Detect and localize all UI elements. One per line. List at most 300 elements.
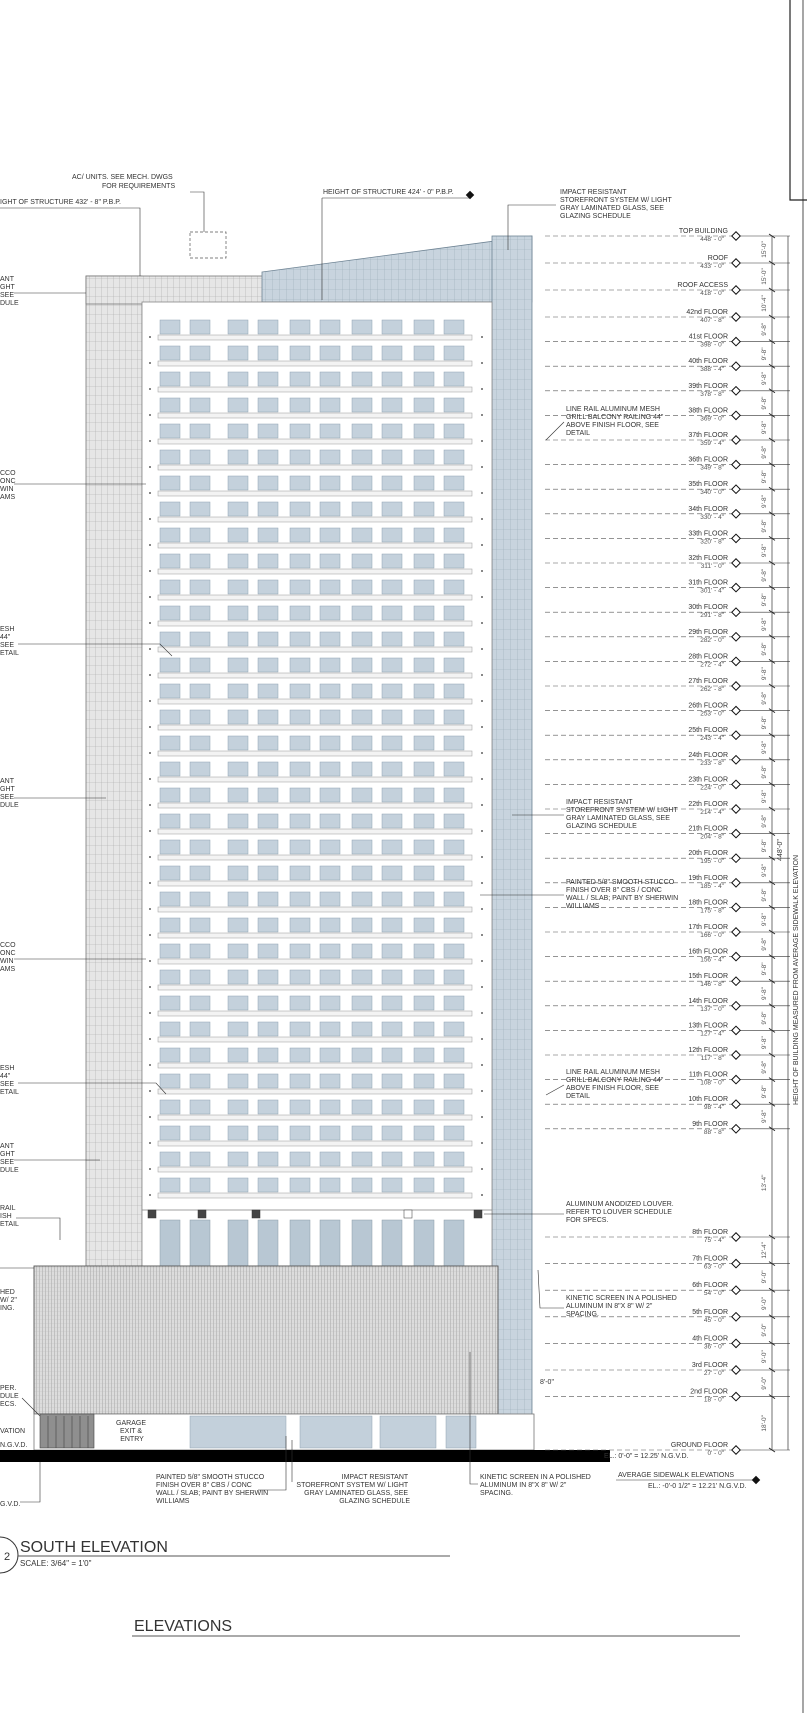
window: [290, 996, 310, 1010]
lower-window: [352, 1220, 372, 1266]
window: [320, 944, 340, 958]
level-dimension: 18'-0": [761, 1415, 768, 1432]
level-dimension: 9'-8": [761, 470, 768, 484]
window: [228, 762, 248, 776]
window: [228, 424, 248, 438]
window: [352, 1126, 372, 1140]
level-elevation: 204' - 8": [700, 833, 724, 841]
slab-dot: [481, 492, 483, 494]
slab-dot: [149, 336, 151, 338]
level-name: 4th FLOOR: [692, 1335, 728, 1343]
lower-window: [414, 1220, 434, 1266]
level-marker: [732, 928, 740, 936]
level-name: 9th FLOOR: [692, 1120, 728, 1128]
slab-dot: [149, 1116, 151, 1118]
level-marker: [732, 1259, 740, 1267]
window: [190, 736, 210, 750]
window: [414, 866, 434, 880]
window: [160, 372, 180, 386]
balcony-rail: [158, 985, 472, 990]
window: [320, 1126, 340, 1140]
level-marker: [732, 1286, 740, 1294]
note-impact-top: IMPACT RESISTANT STOREFRONT SYSTEM W/ LIGHT GRAY LAMINATED GLASS, SEE GLAZING SCHEDULE: [560, 189, 672, 220]
level-elevation: 359' - 4": [700, 440, 724, 447]
slab-dot: [149, 544, 151, 546]
window: [160, 866, 180, 880]
slab-dot: [481, 1012, 483, 1014]
slab-dot: [481, 440, 483, 442]
window: [382, 814, 402, 828]
slab-dot: [149, 570, 151, 572]
level-19: [545, 703, 790, 730]
window: [320, 1100, 340, 1114]
level-20: [545, 727, 790, 754]
slab-dot: [149, 934, 151, 936]
louver: [198, 1210, 206, 1218]
level-elevation: 108' - 0": [700, 1079, 724, 1087]
level-elevation: 224' - 0": [700, 784, 724, 792]
level-marker: [732, 1125, 740, 1133]
window: [228, 606, 248, 620]
level-elevation: 156' - 4": [700, 956, 724, 964]
balcony-rail: [158, 1167, 472, 1172]
balcony-rail: [158, 673, 472, 678]
window: [382, 424, 402, 438]
note-left-2: CCO ONC WIN AMS: [0, 470, 16, 501]
balcony-rail: [158, 335, 472, 340]
storefront-glazing: [300, 1416, 372, 1448]
level-dimension: 9'-8": [761, 790, 768, 804]
louver: [252, 1210, 260, 1218]
slab-dot: [481, 1090, 483, 1092]
level-elevation: 301' - 4": [700, 587, 724, 595]
slab-dot: [481, 1194, 483, 1196]
window: [444, 1100, 464, 1114]
level-name: 27th FLOOR: [688, 678, 728, 685]
window: [258, 1178, 278, 1192]
level-marker: [732, 1100, 740, 1108]
balcony-rail: [158, 855, 472, 860]
level-dimension: 10'-4": [761, 295, 768, 312]
window: [228, 1074, 248, 1088]
window: [228, 450, 248, 464]
window: [414, 1074, 434, 1088]
slab-dot: [481, 362, 483, 364]
view-scale: SCALE: 3/64" = 1'0": [20, 1559, 92, 1568]
window: [160, 1022, 180, 1036]
level-elevation: 185' - 4": [700, 882, 724, 890]
slab-dot: [481, 648, 483, 650]
window: [160, 710, 180, 724]
level-marker: [732, 879, 740, 887]
window: [320, 788, 340, 802]
slab-dot: [481, 908, 483, 910]
level-42: [545, 1362, 790, 1390]
window: [258, 346, 278, 360]
window: [444, 580, 464, 594]
window: [382, 944, 402, 958]
window: [414, 476, 434, 490]
storefront-glazing: [190, 1416, 286, 1448]
window: [160, 944, 180, 958]
window: [382, 918, 402, 932]
level-marker: [732, 387, 740, 395]
window: [290, 970, 310, 984]
level-marker: [732, 706, 740, 714]
level-marker: [732, 1366, 740, 1374]
level-elevation: 320' - 8": [700, 538, 724, 546]
window: [414, 736, 434, 750]
window: [382, 606, 402, 620]
view-number: 2: [4, 1551, 11, 1563]
level-name: 14th FLOOR: [688, 997, 728, 1005]
note-left-5: CCO ONC WIN AMS: [0, 942, 16, 973]
slab-dot: [149, 1142, 151, 1144]
window: [444, 528, 464, 542]
slab-dot: [481, 700, 483, 702]
window: [190, 1022, 210, 1036]
window: [320, 736, 340, 750]
level-21: [545, 752, 790, 779]
left-tower-grid: [86, 276, 142, 1266]
level-marker: [732, 337, 740, 345]
window: [290, 762, 310, 776]
window: [228, 736, 248, 750]
slab-dot: [481, 414, 483, 416]
level-dimension: 9'-0": [761, 1270, 768, 1284]
level-elevation: 146' - 8": [700, 981, 724, 989]
window: [160, 970, 180, 984]
window: [444, 320, 464, 334]
window: [320, 320, 340, 334]
window: [352, 346, 372, 360]
balcony-rail: [158, 621, 472, 626]
window: [382, 684, 402, 698]
note-left-7: ANT GHT SEE DULE: [0, 1143, 19, 1174]
balcony-rail: [158, 491, 472, 496]
level-elevation: 195' - 0": [700, 858, 724, 866]
level-dimension: 9'-8": [761, 1085, 768, 1099]
level-12: [545, 530, 790, 557]
window: [290, 398, 310, 412]
level-dimension: 9'-8": [761, 765, 768, 779]
window: [190, 1152, 210, 1166]
window: [160, 814, 180, 828]
slab-dot: [481, 1038, 483, 1040]
level-name: ROOF: [707, 255, 728, 262]
window: [382, 580, 402, 594]
note-rail-2: LINE RAIL ALUMINUM MESH GRILL BALCONY RAILING 44" ABOVE FINISH FLOOR, SEE DETAIL: [566, 1069, 664, 1100]
balcony-rail: [158, 387, 472, 392]
window: [190, 1126, 210, 1140]
level-dimension: 9'-8": [761, 519, 768, 533]
window: [290, 502, 310, 516]
window: [444, 866, 464, 880]
level-1: [545, 255, 790, 285]
slab-dot: [149, 804, 151, 806]
note-left-10: PER. DULE ECS.: [0, 1385, 19, 1408]
window: [382, 866, 402, 880]
level-dimension: 9'-0": [761, 1297, 768, 1310]
window: [290, 918, 310, 932]
level-28: [545, 924, 790, 951]
level-dimension: 9'-8": [761, 962, 768, 976]
window: [414, 1022, 434, 1036]
window: [290, 1048, 310, 1062]
note-kinetic-right: KINETIC SCREEN IN A POLISHED ALUMINUM IN 8"X 8" W/ 2" SPACING.: [566, 1295, 677, 1318]
level-14: [545, 580, 790, 607]
slab-dot: [481, 1142, 483, 1144]
level-elevation: 433' - 0": [700, 263, 724, 270]
window: [228, 320, 248, 334]
window: [414, 814, 434, 828]
window: [258, 996, 278, 1010]
window: [414, 970, 434, 984]
slab-dot: [481, 674, 483, 676]
level-marker: [732, 657, 740, 665]
note-small-dim: 8'-0": [540, 1379, 554, 1386]
window: [258, 814, 278, 828]
window: [352, 1022, 372, 1036]
window: [228, 1022, 248, 1036]
slab-dot: [481, 830, 483, 832]
window: [352, 372, 372, 386]
level-elevation: 311' - 0": [700, 563, 724, 570]
note-el-ground: EL.: 0'-0" = 12.25' N.G.V.D.: [604, 1453, 689, 1460]
rooftop-ac-unit: [190, 232, 226, 258]
window: [414, 840, 434, 854]
window: [352, 1152, 372, 1166]
window: [320, 398, 340, 412]
window: [160, 1126, 180, 1140]
level-marker: [732, 1075, 740, 1083]
window: [258, 1152, 278, 1166]
level-dimension: 9'-8": [761, 421, 768, 435]
window: [320, 866, 340, 880]
window: [352, 996, 372, 1010]
window: [320, 814, 340, 828]
window: [320, 658, 340, 672]
window: [414, 1152, 434, 1166]
level-elevation: 63' - 0": [703, 1263, 724, 1271]
window: [414, 502, 434, 516]
window: [228, 528, 248, 542]
level-marker: [732, 232, 740, 240]
level-dimension: 9'-8": [761, 741, 768, 754]
window: [228, 1126, 248, 1140]
slab-dot: [149, 778, 151, 780]
window: [228, 554, 248, 568]
window: [290, 476, 310, 490]
window: [382, 372, 402, 386]
window: [444, 450, 464, 464]
window: [190, 840, 210, 854]
window: [258, 476, 278, 490]
level-marker: [732, 411, 740, 419]
window: [160, 736, 180, 750]
balcony-rail: [158, 517, 472, 522]
slab-dot: [149, 986, 151, 988]
balcony-rail: [158, 569, 472, 574]
slab-dot: [481, 960, 483, 962]
slab-dot: [149, 908, 151, 910]
window: [414, 892, 434, 906]
window: [444, 1152, 464, 1166]
balcony-rail: [158, 933, 472, 938]
level-name: TOP BUILDING: [678, 228, 728, 235]
level-marker: [732, 583, 740, 591]
window: [382, 1178, 402, 1192]
window: [290, 788, 310, 802]
window: [352, 450, 372, 464]
balcony-rail: [158, 439, 472, 444]
slab-dot: [149, 622, 151, 624]
window: [290, 840, 310, 854]
slab-dot: [481, 570, 483, 572]
lower-window: [190, 1220, 210, 1266]
window: [414, 918, 434, 932]
window: [444, 684, 464, 698]
window: [258, 684, 278, 698]
window: [320, 1178, 340, 1192]
level-name: GROUND FLOOR: [670, 1442, 728, 1449]
window: [258, 1126, 278, 1140]
window: [258, 710, 278, 724]
window: [414, 1178, 434, 1192]
window: [228, 814, 248, 828]
window: [190, 866, 210, 880]
window: [160, 476, 180, 490]
slab-dot: [149, 492, 151, 494]
window: [382, 1100, 402, 1114]
window: [290, 944, 310, 958]
window: [190, 1074, 210, 1088]
level-marker: [732, 1233, 740, 1241]
window: [352, 502, 372, 516]
window: [382, 1048, 402, 1062]
level-marker: [732, 608, 740, 616]
level-elevation: 45' - 0": [703, 1316, 724, 1324]
level-elevation: 214' - 4": [700, 809, 724, 816]
level-marker: [732, 1446, 740, 1454]
window: [290, 736, 310, 750]
slab-dot: [149, 882, 151, 884]
window: [444, 970, 464, 984]
window: [382, 892, 402, 906]
window: [228, 970, 248, 984]
level-elevation: 262' - 8": [700, 686, 724, 693]
window: [228, 918, 248, 932]
window: [414, 398, 434, 412]
window: [290, 1100, 310, 1114]
window: [414, 580, 434, 594]
window: [382, 528, 402, 542]
slab-dot: [481, 752, 483, 754]
window: [382, 346, 402, 360]
window: [444, 918, 464, 932]
window: [258, 788, 278, 802]
window: [160, 658, 180, 672]
window: [444, 1178, 464, 1192]
level-elevation: 349' - 8": [700, 464, 724, 472]
window: [352, 1074, 372, 1088]
level-name: ROOF ACCESS: [677, 282, 728, 289]
level-marker: [732, 1313, 740, 1321]
slab-dot: [149, 700, 151, 702]
level-marker: [732, 510, 740, 518]
level-31: [545, 998, 790, 1025]
level-0: [545, 228, 790, 258]
window: [160, 554, 180, 568]
level-elevation: 243' - 4": [700, 735, 724, 743]
level-marker: [732, 485, 740, 493]
balcony-rail: [158, 751, 472, 756]
window: [190, 944, 210, 958]
window: [190, 372, 210, 386]
window: [444, 632, 464, 646]
window: [382, 320, 402, 334]
level-name: 12th FLOOR: [688, 1047, 728, 1054]
level-name: 29th FLOOR: [688, 628, 728, 636]
window: [258, 554, 278, 568]
window: [228, 866, 248, 880]
window: [228, 892, 248, 906]
window: [228, 346, 248, 360]
level-elevation: 378' - 8": [700, 390, 724, 398]
level-dimension: 9'-8": [761, 593, 768, 607]
note-left-12: N.G.V.D.: [0, 1442, 28, 1449]
window: [160, 762, 180, 776]
level-35: [545, 1096, 790, 1123]
level-elevation: 330' - 4": [700, 513, 724, 521]
note-rail-1: LINE RAIL ALUMINUM MESH GRILL BALCONY RAILING 44" ABOVE FINISH FLOOR, SEE DETAIL: [566, 406, 664, 437]
level-elevation: 175' - 8": [700, 907, 724, 915]
level-elevation: 166' - 0": [700, 932, 724, 939]
window: [258, 606, 278, 620]
window: [414, 320, 434, 334]
level-dimension: 9'-0": [761, 1323, 768, 1337]
slab-dot: [149, 466, 151, 468]
level-elevation: 388' - 4": [700, 366, 724, 374]
window: [352, 866, 372, 880]
slab-dot: [149, 648, 151, 650]
window: [190, 502, 210, 516]
overall-height-value: 448'-0": [777, 839, 784, 861]
window: [382, 736, 402, 750]
note-height-432: IGHT OF STRUCTURE 432' - 8" P.B.P.: [0, 199, 121, 206]
slab-dot: [481, 1168, 483, 1170]
window: [352, 1178, 372, 1192]
level-dimension: 9'-8": [761, 987, 768, 1000]
balcony-rail: [158, 907, 472, 912]
lower-window: [320, 1220, 340, 1266]
level-16: [545, 629, 790, 656]
level-dimension: 9'-8": [761, 1036, 768, 1050]
level-dimension: 9'-0": [761, 1350, 768, 1364]
level-elevation: 369' - 0": [700, 415, 724, 423]
level-dimension: 9'-8": [761, 839, 768, 853]
window: [382, 840, 402, 854]
window: [228, 502, 248, 516]
window: [352, 684, 372, 698]
balcony-rail: [158, 1089, 472, 1094]
note-garage: GARAGE EXIT & ENTRY: [116, 1420, 146, 1443]
note-kinetic-bottom: KINETIC SCREEN IN A POLISHED ALUMINUM IN 8"X 8" W/ 2" SPACING.: [480, 1474, 591, 1497]
window: [290, 1022, 310, 1036]
note-impact-bottom: IMPACT RESISTANT STOREFRONT SYSTEM W/ LIGHT GRAY LAMINATED GLASS, SEE GLAZING SCHEDULE: [296, 1474, 410, 1505]
window: [190, 710, 210, 724]
window: [160, 580, 180, 594]
